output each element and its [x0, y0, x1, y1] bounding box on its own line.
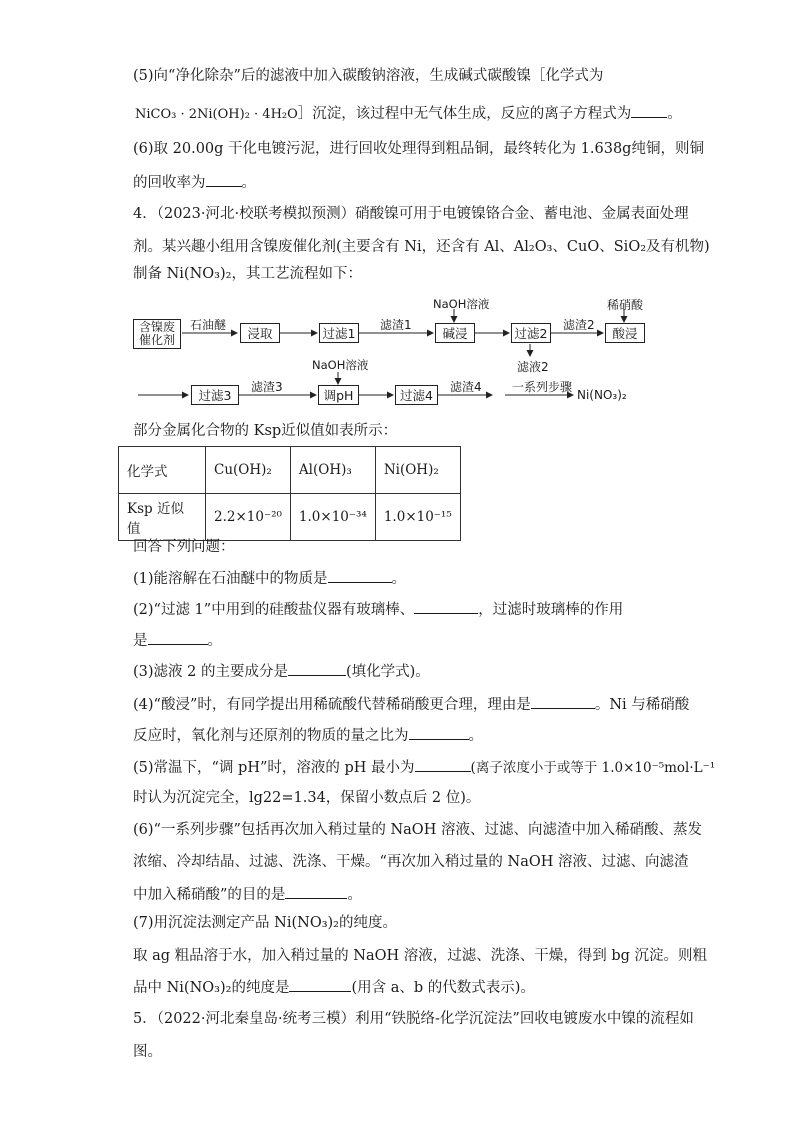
answer-blank[interactable]: [409, 725, 469, 740]
table-cell: 1.0×10⁻¹⁵: [375, 494, 460, 541]
flow-box-leach: 浸取: [240, 323, 280, 343]
flow-label-reagent3: 稀硝酸: [607, 298, 644, 312]
table-row: [119, 447, 461, 494]
flow-box-filter3: 过滤3: [191, 385, 239, 405]
q4-question-4-line1: (4)“酸浸”时，有同学提出用稀硫酸代替稀硝酸更合理，理由是 。Ni 与稀硝酸: [133, 694, 689, 715]
q4-table-intro: 部分金属化合物的 Ksp近似值如表所示：: [133, 423, 398, 439]
table-cell: Ksp 近似值: [119, 494, 206, 541]
q4-question-6-line2: 浓缩、冷却结晶、过滤、洗涤、干燥。“再次加入稍过量的 NaOH 溶液、过滤、向滤渣: [133, 854, 689, 870]
q4-question-4-line2: 反应时，氧化剂与还原剂的物质的量之比为 。: [133, 725, 483, 746]
q3-part5-line1: (5)向“净化除杂”后的滤液中加入碳酸钠溶液，生成碱式碳酸镍［化学式为: [133, 68, 604, 84]
answer-blank[interactable]: [285, 884, 347, 899]
q4-answer-prompt: 回答下列问题：: [133, 539, 235, 555]
flow-label-reagent1: 石油醚: [190, 318, 227, 332]
table-header-cell: Cu(OH)₂: [206, 447, 291, 494]
table-header-cell: Ni(OH)₂: [375, 447, 460, 494]
q4-heading-line2: 剂。某兴趣小组用含镍废催化剂(主要含有 Ni，还含有 Al、Al₂O₃、CuO、SiO₂及有机物): [133, 239, 710, 255]
q4-question-7-line3: 品中 Ni(NO₃)₂的纯度是 (用含 a、b 的代数式表示)。: [133, 977, 535, 998]
flow-box-alkali: 碱浸: [435, 323, 475, 343]
q4-heading-line3: 制备 Ni(NO₃)₂，其工艺流程如下：: [133, 266, 362, 282]
q4-question-6-line3: 中加入稀硝酸”的目的是 。: [133, 884, 362, 905]
table-header-cell: 化学式: [119, 447, 206, 494]
table-header-cell: Al(OH)₃: [290, 447, 375, 494]
flow-label-residue3: 滤渣3: [251, 380, 283, 394]
flow-label-steps: 一系列步骤: [512, 380, 573, 394]
answer-blank[interactable]: [415, 757, 471, 772]
q3-part6-line2: 的回收率为 。: [133, 172, 256, 193]
process-flow-diagram: [130, 296, 670, 408]
flow-box-start: 含镍废催化剂: [133, 319, 181, 349]
q4-question-6-line1: (6)“一系列步骤”包括再次加入稍过量的 NaOH 溶液、过滤、向滤渣中加入稀硝酸、蒸发: [133, 822, 702, 838]
q4-question-5-line2: 时认为沉淀完全，lg22=1.34，保留小数点后 2 位)。: [133, 790, 481, 806]
answer-blank[interactable]: [531, 694, 595, 709]
q4-question-1: (1)能溶解在石油醚中的物质是 。: [133, 568, 406, 589]
flow-box-ph: 调pH: [318, 385, 359, 405]
q5-heading-line2: 图。: [133, 1044, 162, 1060]
q4-question-5-line1: (5)常温下，“调 pH”时，溶液的 pH 最小为 (离子浓度小于或等于 1.0×10⁻⁵mol·L⁻¹: [133, 757, 715, 778]
q4-question-7-line1: (7)用沉淀法测定产品 Ni(NO₃)₂的纯度。: [133, 915, 397, 931]
q4-question-3: (3)滤液 2 的主要成分是 (填化学式)。: [133, 661, 430, 682]
answer-blank[interactable]: [288, 661, 346, 676]
flow-label-product: Ni(NO₃)₂: [577, 388, 627, 402]
table-cell: 2.2×10⁻²⁰: [206, 494, 291, 541]
q4-question-2-line1: (2)“过滤 1”中用到的硅酸盐仪器有玻璃棒、 ，过滤时玻璃棒的作用: [133, 599, 623, 620]
flow-label-reagent4: NaOH溶液: [312, 358, 369, 372]
flow-box-acid: 酸浸: [605, 323, 645, 343]
q3-part6-line1: (6)取 20.00g 干化电镀污泥，进行回收处理得到粗品铜，最终转化为 1.638g纯铜，则铜: [133, 141, 704, 157]
q3-part5-line2: NiCO₃ · 2Ni(OH)₂ · 4H₂O］沉淀，该过程中无气体生成，反应的离子方程式为 。: [135, 103, 682, 125]
q4-question-7-line2: 取 ag 粗品溶于水，加入稍过量的 NaOH 溶液，过滤、洗涤、干燥，得到 bg 沉淀。则粗: [133, 948, 708, 964]
flow-box-filter4: 过滤4: [395, 385, 438, 405]
flow-label-residue2: 滤渣2: [563, 318, 595, 332]
answer-blank[interactable]: [414, 599, 478, 614]
answer-blank[interactable]: [289, 977, 351, 992]
answer-blank[interactable]: [328, 568, 392, 583]
ksp-table: [118, 446, 461, 541]
q4-question-2-line2: 是 。: [133, 630, 222, 651]
q5-heading-line1: 5．（2022·河北秦皇岛·统考三模）利用“铁脱络-化学沉淀法”回收电镀废水中镍的流程如: [133, 1011, 694, 1027]
flow-box-filter1: 过滤1: [319, 323, 359, 343]
answer-blank[interactable]: [148, 630, 208, 645]
table-row: [119, 494, 461, 541]
table-cell: 1.0×10⁻³⁴: [290, 494, 375, 541]
flow-label-residue1: 滤渣1: [380, 318, 412, 332]
flow-label-filtrate2: 滤液2: [517, 360, 549, 374]
flow-label-residue4: 滤渣4: [450, 380, 482, 394]
q4-heading-line1: 4．（2023·河北·校联考模拟预测）硝酸镍可用于电镀镍铬合金、蓄电池、金属表面处理: [133, 206, 689, 222]
answer-blank[interactable]: [631, 103, 667, 118]
answer-blank[interactable]: [206, 172, 242, 187]
flow-box-filter2: 过滤2: [511, 323, 551, 343]
flow-label-reagent2: NaOH溶液: [433, 297, 490, 311]
